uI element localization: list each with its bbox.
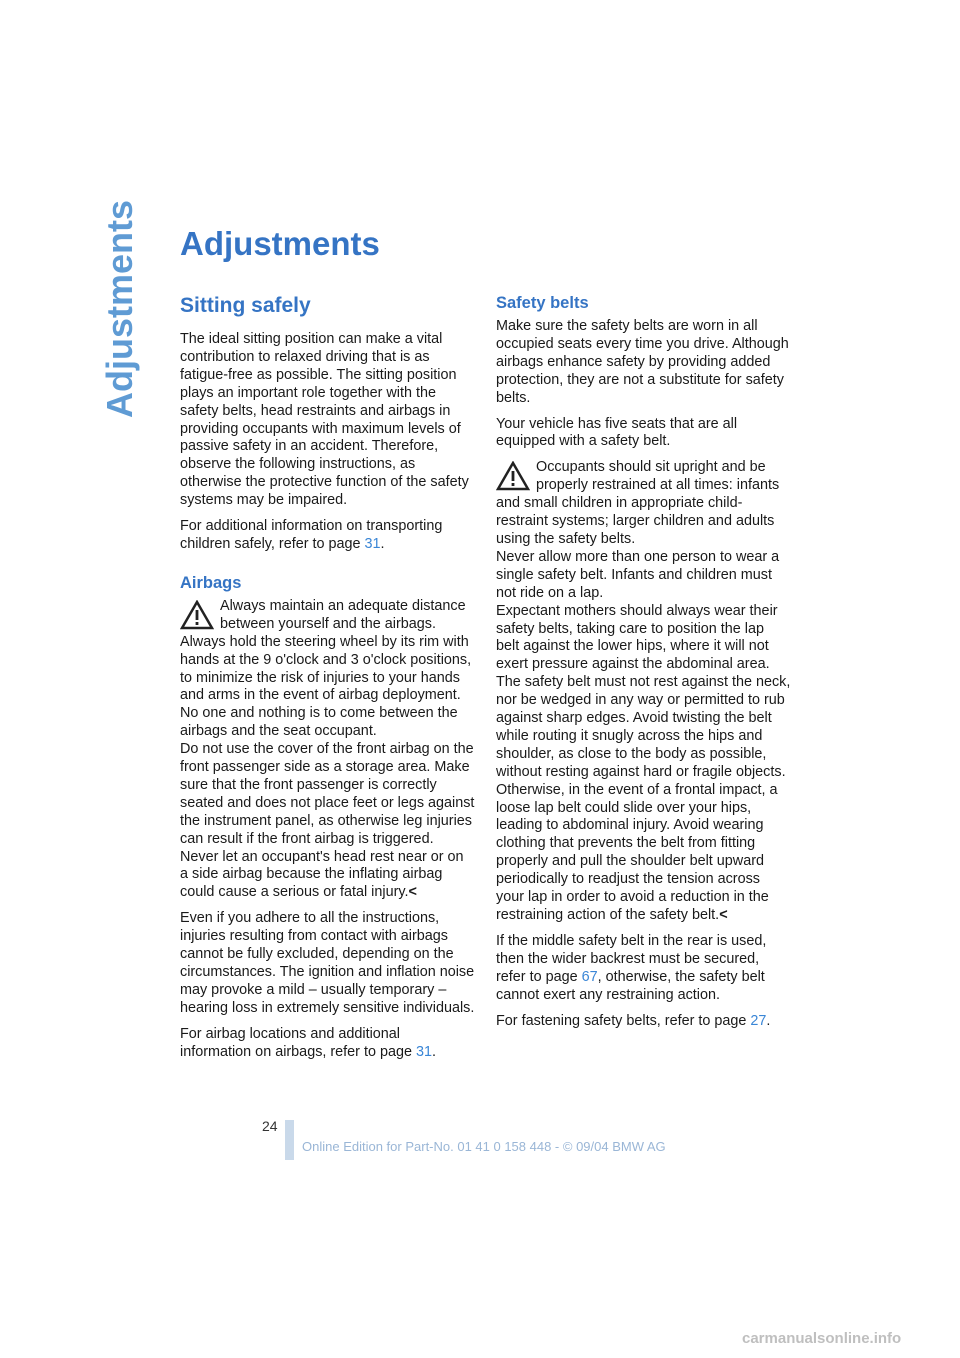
child-transport-paragraph: For additional information on transporting children safely, refer to page 31. xyxy=(180,518,443,552)
footer-edition-text: Online Edition for Part-No. 01 41 0 158 448 - © 09/04 BMW AG xyxy=(302,1139,666,1154)
airbag-warning-nothing-between: No one and nothing is to come between the airbags and the seat occupant. xyxy=(180,705,458,740)
right-column xyxy=(496,292,791,1038)
safety-belt-warning-block xyxy=(496,459,791,925)
watermark: carmanualsonline.info xyxy=(742,1330,902,1347)
intro-paragraph: The ideal sitting position can make a vital contribution to relaxed driving that is as fatigue-free as possible. The sitting position plays an important role together with the safety belts, head restraints and airbags in providing occupants with maximum levels of passive safety in an accident. Therefore, observe the following instructions, as otherwise the protective function of the safety systems may be impaired. xyxy=(180,331,469,509)
page-link-31-airbags[interactable]: 31 xyxy=(415,1043,432,1060)
belt-warning-expectant: Expectant mothers should always wear their safety belts, taking care to position the lap belt against the lower hips, where it will not exert pressure against the abdominal area. The safety belt must not rest against the neck, nor be wedged in any way or permitted to rub against sharp edges. Avoid twisting the belt while routing it snugly across the hips and shoulder, as close to the body as possible, without resting against hard or fragile objects. Otherwise, in the event of a frontal impact, a loose lap belt could slide over your hips, leading to abdominal injury. Avoid wearing clothing that prevents the belt from fitting properly and pull the shoulder belt upward periodically to readjust the tension across your lap in order to avoid a reduction in the restraining action of the safety belt.< xyxy=(496,602,791,923)
page-link-67[interactable]: 67 xyxy=(581,968,598,985)
airbag-injury-paragraph: Even if you adhere to all the instructions, injuries resulting from contact with airbags cannot be fully excluded, depending on the circumstances. The ignition and inflation noise may provoke a mild – usually temporary – hearing loss in extremely sensitive individuals. xyxy=(180,910,475,1016)
warning-triangle-icon xyxy=(496,461,530,491)
belt-warning-single-person: Never allow more than one person to wear a single safety belt. Infants and children must not ride on a lap. xyxy=(496,548,780,601)
middle-belt-paragraph: If the middle safety belt in the rear is used, then the wider backrest must be secured, refer to page 67, otherwise, the safety belt cannot exert any restraining action. xyxy=(496,932,767,1003)
five-seats-paragraph: Your vehicle has five seats that are all equipped with a safety belt. xyxy=(496,415,738,450)
belts-worn-paragraph: Make sure the safety belts are worn in all occupied seats every time you drive. Although airbags enhance safety by providing added protection, they are not a substitute for safety belts. xyxy=(496,318,789,406)
end-mark: < xyxy=(719,907,728,923)
airbag-locations-paragraph: For airbag locations and additional information on airbags, refer to page 31. xyxy=(180,1025,436,1060)
section-title-sitting-safely: Sitting safely xyxy=(180,294,311,317)
subsection-title-safety-belts: Safety belts xyxy=(496,294,589,312)
footer-bar xyxy=(285,1120,294,1160)
page-title: Adjustments xyxy=(180,225,380,262)
side-chapter-title: Adjustments xyxy=(99,199,140,418)
left-column xyxy=(180,292,475,1070)
belt-warning-upright: Occupants should sit upright and be properly restrained at all times: infants and small children in appropriate child-restraint systems; larger children and adults using the safety belts. xyxy=(496,459,780,547)
page-link-31[interactable]: 31 xyxy=(364,535,381,552)
subsection-title-airbags: Airbags xyxy=(180,573,242,592)
fastening-paragraph: For fastening safety belts, refer to page 27. xyxy=(496,1012,771,1029)
page-number: 24 xyxy=(262,1118,278,1134)
airbag-warning-distance: Always maintain an adequate distance between yourself and the airbags. Always hold the steering wheel by its rim with hands at the 9 o'clock and 3 o'clock positions, to minimize the risk of injuries to your hands and arms in the event of airbag deployment. xyxy=(180,597,472,704)
page-link-27[interactable]: 27 xyxy=(750,1012,767,1029)
airbag-warning-cover: Do not use the cover of the front airbag on the front passenger side as a storage area. Make sure that the front passenger is correctly seated and does not place feet or legs against the instrument panel, as otherwise leg injuries can result if the front airbag is triggered. Never let an occupant's head rest near or on a side airbag because the inflating airbag could cause a serious or fatal injury.< xyxy=(180,741,475,901)
warning-triangle-icon xyxy=(180,600,214,630)
airbag-warning-block xyxy=(180,598,475,902)
end-mark: < xyxy=(408,884,417,901)
